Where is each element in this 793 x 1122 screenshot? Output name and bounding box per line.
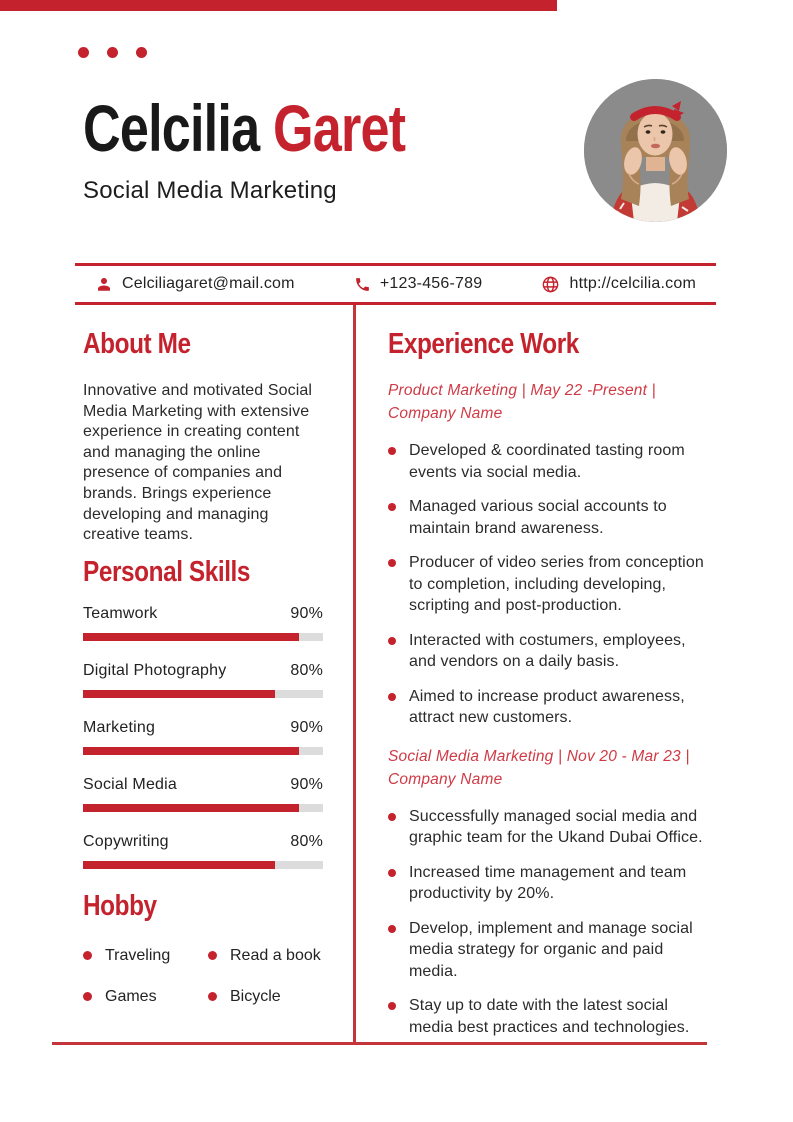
- bullet-text: Increased time management and team productivity by 20%.: [409, 863, 687, 902]
- skill-bar-fill: [83, 690, 275, 698]
- bullet-dot: [388, 925, 396, 933]
- globe-icon: [541, 275, 560, 294]
- bullet-item: [388, 686, 714, 729]
- person-icon: [95, 275, 113, 293]
- job-bullets: [388, 806, 714, 1039]
- left-column: [83, 318, 323, 1006]
- skill-bar-track: [83, 804, 323, 812]
- skill-label: Copywriting: [83, 832, 169, 850]
- skill-bar-track: [83, 633, 323, 641]
- hobby-item: [83, 988, 208, 1006]
- person-last-name: Garet: [272, 91, 406, 165]
- person-name: [83, 91, 406, 165]
- bullet-dot: [83, 951, 92, 960]
- job-title: Product Marketing | May 22 -Present | Company Name: [388, 382, 656, 422]
- skill-bar-fill: [83, 633, 299, 641]
- contact-phone-text: +123-456-789: [379, 275, 483, 292]
- skill-percent: 90%: [290, 718, 323, 736]
- skill-item: [83, 605, 323, 641]
- bullet-item: [388, 552, 714, 617]
- bullet-dot: [388, 693, 396, 701]
- hobby-item: [208, 947, 323, 965]
- vertical-divider: [353, 305, 356, 1043]
- skill-bar-track: [83, 747, 323, 755]
- hobby-label: Bicycle: [230, 987, 281, 1005]
- bullet-item: [388, 995, 714, 1038]
- skill-bar-track: [83, 861, 323, 869]
- bullet-text: Aimed to increase product awareness, attract new customers.: [409, 687, 685, 726]
- red-dot: [78, 47, 89, 58]
- profile-photo: [584, 79, 727, 222]
- skill-percent: 90%: [290, 775, 323, 793]
- phone-icon: [354, 276, 371, 293]
- skill-item: [83, 833, 323, 869]
- bullet-dot: [208, 951, 217, 960]
- bullet-text: Successfully managed social media and graphic team for the Ukand Dubai Office.: [409, 807, 703, 846]
- skill-bar-fill: [83, 861, 275, 869]
- hobby-heading: Hobby: [83, 889, 157, 922]
- contact-email-text: Celciliagaret@mail.com: [122, 275, 295, 292]
- bullet-dot: [388, 869, 396, 877]
- job-bullets: [388, 440, 714, 729]
- bullet-item: [388, 496, 714, 539]
- portrait-illustration: [584, 79, 727, 222]
- skills-heading: Personal Skills: [83, 555, 251, 588]
- bullet-item: [388, 630, 714, 673]
- hobby-item: [208, 988, 323, 1006]
- skill-item: [83, 662, 323, 698]
- bullet-text: Develop, implement and manage social media strategy for organic and paid media.: [409, 919, 693, 980]
- bullet-dot: [388, 813, 396, 821]
- hobby-label: Read a book: [230, 946, 321, 964]
- skill-bar-fill: [83, 747, 299, 755]
- top-accent-bar: [0, 0, 557, 11]
- bullet-item: [388, 806, 714, 849]
- experience-heading: Experience Work: [388, 328, 579, 360]
- skill-percent: 80%: [290, 661, 323, 679]
- red-dot: [107, 47, 118, 58]
- bullet-dot: [83, 992, 92, 1001]
- skill-label: Teamwork: [83, 604, 158, 622]
- contact-website: [541, 275, 696, 294]
- bullet-text: Producer of video series from conception to completion, including developing, scripting and post-production.: [409, 554, 704, 614]
- bullet-text: Managed various social accounts to maintain brand awareness.: [409, 498, 667, 537]
- bullet-dot: [388, 1002, 396, 1010]
- bullet-dot: [388, 559, 396, 567]
- job-subtitle: Social Media Marketing: [83, 177, 337, 204]
- about-heading: About Me: [83, 328, 191, 360]
- skill-bar-fill: [83, 804, 299, 812]
- bullet-item: [388, 440, 714, 483]
- contact-bar: [75, 263, 716, 305]
- hobby-label: Games: [105, 987, 157, 1005]
- skill-label: Marketing: [83, 718, 156, 736]
- skill-item: [83, 776, 323, 812]
- hobby-label: Traveling: [105, 946, 171, 964]
- skills-list: [83, 605, 323, 869]
- bullet-text: Stay up to date with the latest social media best practices and technologies.: [409, 997, 690, 1036]
- skill-percent: 80%: [290, 832, 323, 850]
- red-dot: [136, 47, 147, 58]
- skill-item: [83, 719, 323, 755]
- job-title: Social Media Marketing | Nov 20 - Mar 23 | Company Name: [388, 747, 690, 788]
- decoration-dots: [78, 47, 147, 58]
- bullet-dot: [208, 992, 217, 1001]
- hobby-item: [83, 947, 208, 965]
- bullet-text: Interacted with costumers, employees, and vendors on a daily basis.: [409, 631, 686, 670]
- contact-website-text: http://celcilia.com: [569, 275, 696, 292]
- bullet-item: [388, 918, 714, 983]
- skill-bar-track: [83, 690, 323, 698]
- skill-label: Digital Photography: [83, 661, 227, 679]
- right-column: [388, 318, 714, 1051]
- bullet-dot: [388, 503, 396, 511]
- person-first-name: Celcilia: [83, 91, 260, 165]
- bullet-dot: [388, 447, 396, 455]
- contact-email: [95, 275, 295, 293]
- hobby-list: [83, 947, 323, 1006]
- bullet-item: [388, 862, 714, 905]
- skill-percent: 90%: [290, 604, 323, 622]
- contact-phone: [354, 275, 483, 293]
- bullet-dot: [388, 637, 396, 645]
- about-text: Innovative and motivated Social Media Marketing with extensive experience in creating content and managing the online presence of companies and brands. Brings experience developing and managing creative teams.: [83, 382, 313, 544]
- bullet-text: Developed & coordinated tasting room events via social media.: [409, 442, 685, 481]
- skill-label: Social Media: [83, 775, 178, 793]
